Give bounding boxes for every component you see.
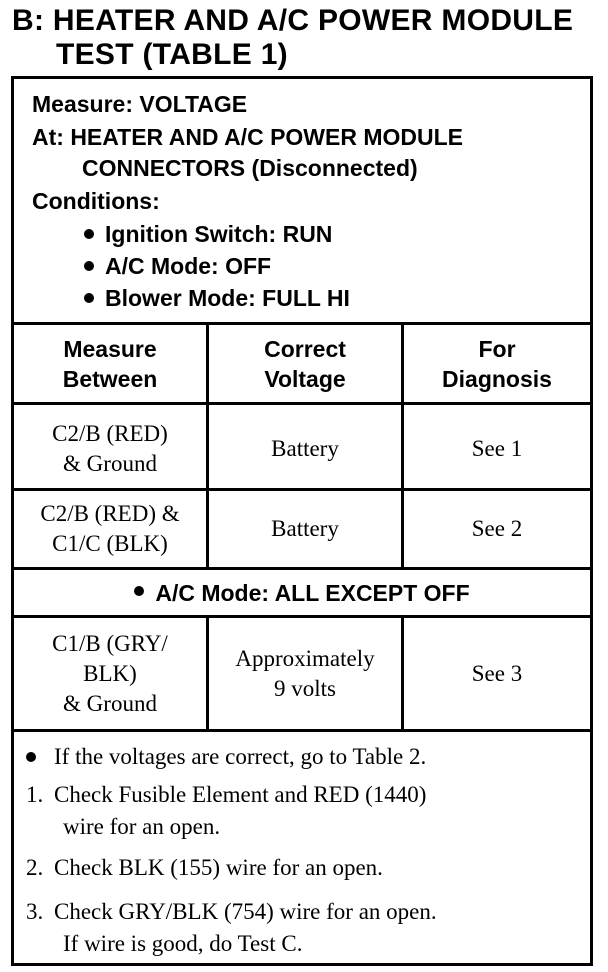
measure-label: Measure: VOLTAGE: [32, 91, 248, 117]
header-correct-voltage: Correct Voltage: [264, 335, 346, 392]
row3-diagnosis: See 3: [471, 660, 523, 686]
note-item-1: 1. Check Fusible Element and RED (1440) wire for an open.: [26, 782, 427, 839]
title-line-2: TEST (TABLE 1): [56, 38, 288, 71]
at-label: [32, 122, 463, 184]
divider: [14, 402, 590, 405]
bullet-icon: [84, 229, 94, 239]
row2-voltage: Battery: [271, 516, 339, 541]
condition-ignition: Ignition Switch: RUN: [84, 219, 332, 250]
mode-condition: A/C Mode: ALL EXCEPT OFF: [14, 570, 590, 615]
row2-measure: C2/B (RED) & C1/C (BLK): [40, 501, 180, 556]
at-line-2: CONNECTORS (Disconnected): [82, 155, 418, 181]
row1-voltage: Battery: [271, 436, 339, 461]
bullet-icon: [84, 293, 94, 303]
bullet-icon: [84, 261, 94, 271]
header-measure-between: Measure Between: [62, 335, 158, 392]
bullet-icon: [26, 752, 36, 762]
row1-measure: C2/B (RED) & Ground: [52, 421, 168, 476]
conditions-label: Conditions:: [32, 188, 160, 214]
note-item-2: 2. Check BLK (155) wire for an open.: [26, 855, 383, 880]
divider: [14, 729, 590, 732]
at-line-1: At: HEATER AND A/C POWER MODULE: [32, 124, 464, 150]
header-for-diagnosis: For Diagnosis: [442, 335, 552, 392]
page-title: [12, 4, 602, 72]
row3-measure: C1/B (GRY/ BLK) & Ground: [52, 630, 168, 716]
note-bullet: If the voltages are correct, go to Table 2.: [26, 741, 586, 773]
condition-ac-mode: A/C Mode: OFF: [84, 251, 271, 282]
row2-diagnosis: See 2: [471, 516, 523, 541]
row3-voltage: Approximately 9 volts: [235, 645, 375, 701]
title-line-1: B: HEATER AND A/C POWER MODULE: [12, 4, 574, 37]
note-item-3: 3. Check GRY/BLK (754) wire for an open. If wire is good, do Test C.: [26, 899, 437, 956]
row1-diagnosis: See 1: [471, 436, 523, 461]
bullet-icon: [134, 586, 144, 596]
condition-blower-mode: Blower Mode: FULL HI: [84, 283, 350, 314]
test-table-box: [11, 76, 593, 966]
